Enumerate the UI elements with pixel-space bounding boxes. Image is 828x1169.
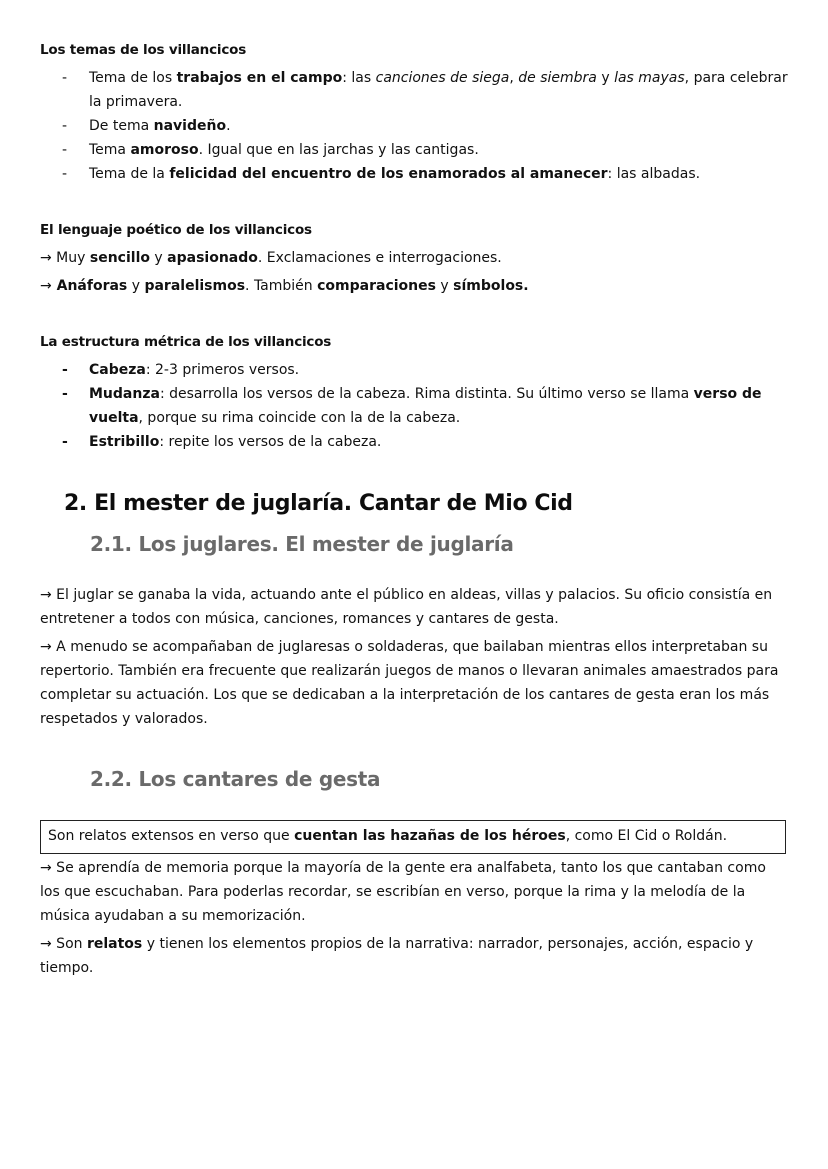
paragraph-memoria: → Se aprendía de memoria porque la mayoría de la gente era analfabeta, tanto los que cantaban como los que escuchaban. Para poderlas recordar, se escribían en verso, porque la rima y la melodía de la música ayudaban a su memorización. bbox=[40, 860, 766, 924]
paragraph-relatos: → Son relatos y tienen los elementos propios de la narrativa: narrador, personajes, acción, espacio y tiempo. bbox=[40, 936, 754, 976]
list-item: - Cabeza: 2-3 primeros versos. bbox=[62, 362, 300, 378]
heading-temas: Los temas de los villancicos bbox=[40, 42, 247, 58]
list-item: - Tema de la felicidad del encuentro de los enamorados al amanecer: las albadas. bbox=[62, 166, 701, 182]
lenguaje-line-1: → Muy sencillo y apasionado. Exclamaciones e interrogaciones. bbox=[40, 250, 502, 266]
list-temas bbox=[62, 66, 792, 186]
paragraph-juglar: → El juglar se ganaba la vida, actuando ante el público en aldeas, villas y palacios. Su oficio consistía en entretener a todos con música, canciones, romances y cantares de gesta. bbox=[40, 587, 773, 627]
subsection-title-juglares: 2.1. Los juglares. El mester de juglaría bbox=[90, 532, 514, 556]
list-item: - Tema amoroso. Igual que en las jarchas y las cantigas. bbox=[62, 142, 479, 158]
paragraph-juglaresas: → A menudo se acompañaban de juglaresas o soldaderas, que bailaban mientras ellos interpretaban su repertorio. También era frecuente que realizarán juegos de manos o llevaran animales amaestrados para completar su actuación. Los que se dedicaban a la interpretación de los cantares de gesta eran los más respetados y valorados. bbox=[40, 639, 779, 727]
list-estructura bbox=[62, 358, 792, 454]
lenguaje-line-2: → Anáforas y paralelismos. También comparaciones y símbolos. bbox=[40, 278, 529, 294]
heading-lenguaje: El lenguaje poético de los villancicos bbox=[40, 222, 312, 238]
heading-estructura: La estructura métrica de los villancicos bbox=[40, 334, 332, 350]
section-title: 2. El mester de juglaría. Cantar de Mio Cid bbox=[64, 491, 573, 516]
list-item: - De tema navideño. bbox=[62, 118, 231, 134]
list-item: - Estribillo: repite los versos de la cabeza. bbox=[62, 434, 382, 450]
definition-box: Son relatos extensos en verso que cuentan las hazañas de los héroes, como El Cid o Roldán. bbox=[40, 820, 786, 854]
list-item: - Tema de los trabajos en el campo: las canciones de siega, de siembra y las mayas, para celebrar la primavera. bbox=[62, 70, 788, 110]
subsection-title-cantares: 2.2. Los cantares de gesta bbox=[90, 767, 381, 791]
list-item: - Mudanza: desarrolla los versos de la cabeza. Rima distinta. Su último verso se llama verso de vuelta, porque su rima coincide con la de la cabeza. bbox=[62, 386, 762, 426]
